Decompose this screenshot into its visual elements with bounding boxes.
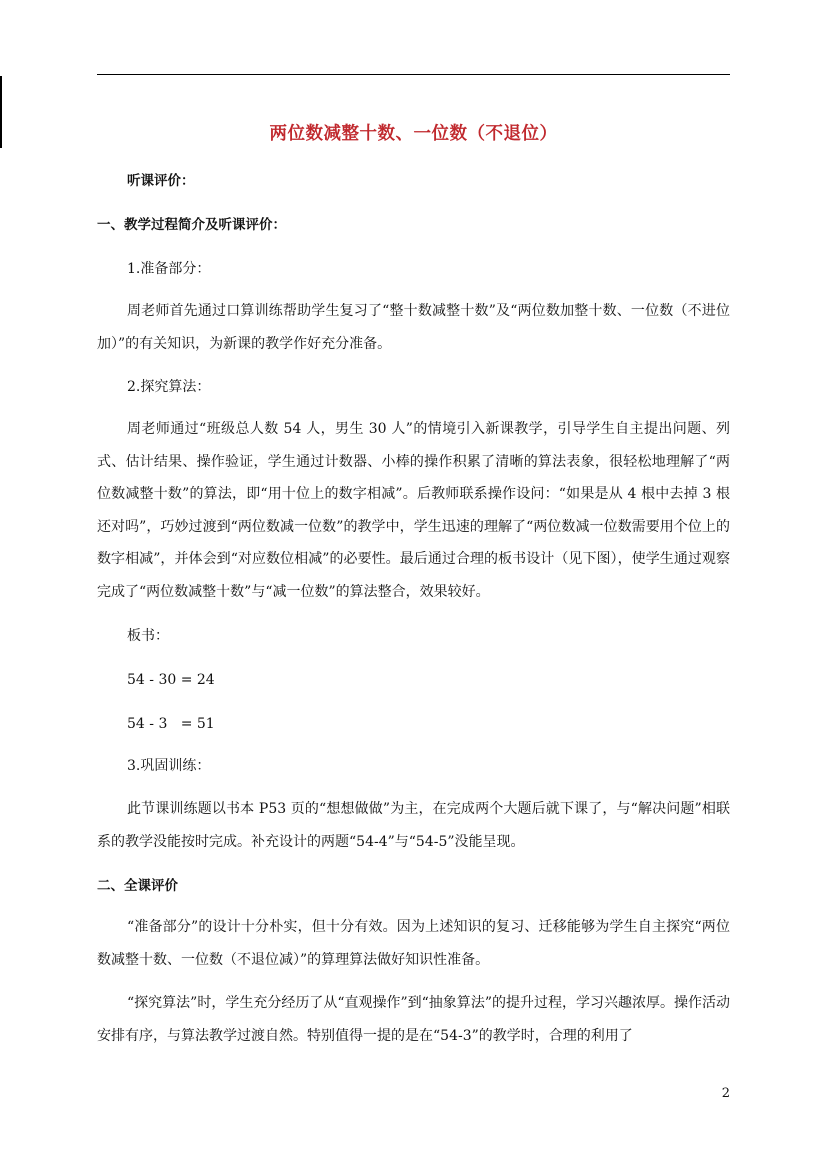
- heading-listen: 听课评价：: [127, 173, 195, 189]
- margin-mark: [0, 76, 2, 148]
- subheading-practice: 3.巩固训练：: [127, 758, 211, 774]
- paragraph-explore: 周老师通过“班级总人数 54 人，男生 30 人”的情境引入新课教学，引导学生自主提出问题、列式、估计结果、操作验证，学生通过计数器、小棒的操作积累了清晰的算法表象，很轻松地理解了“两位数减整十数”的算法，即“用十位上的数字相减”。后教师联系操作设问：“如果是从 4 根中去掉 3 根还对吗”，巧妙过渡到“两位数减一位数”的教学中，学生迅速的理解了“两位数减一位数需要用个位上的数字相减”，并体会到“对应数位相减”的必要性。最后通过合理的板书设计（见下图），使学生通过观察完成了“两位数减整十数”与“减一位数”的算法整合，效果较好。: [97, 421, 730, 600]
- paragraph-evaluation-2: “探究算法”时，学生充分经历了从“直观操作”到“抽象算法”的提升过程，学习兴趣浓厚。操作活动安排有序，与算法教学过渡自然。特别值得一提的是在“54-3”的教学时，合理的利用了: [97, 995, 730, 1044]
- board-equation-2: 54 - 3 = 51: [127, 716, 215, 732]
- document-title: 两位数减整十数、一位数（不退位）: [269, 124, 558, 144]
- section2-heading: 二、全课评价: [97, 878, 178, 894]
- page-number: 2: [721, 1086, 730, 1101]
- subheading-preparation: 1.准备部分：: [127, 261, 211, 277]
- paragraph-preparation: 周老师首先通过口算训练帮助学生复习了“整十数减整十数”及“两位数加整十数、一位数（不进位加）”的有关知识，为新课的教学作好充分准备。: [97, 303, 730, 352]
- board-label: 板书：: [127, 628, 169, 644]
- board-equation-1: 54 - 30 = 24: [127, 672, 215, 688]
- paragraph-practice: 此节课训练题以书本 P53 页的“想想做做”为主，在完成两个大题后就下课了，与“解决问题”相联系的教学没能按时完成。补充设计的两题“54-4”与“54-5”没能呈现。: [97, 801, 730, 850]
- header-rule: [97, 74, 730, 75]
- paragraph-evaluation-1: “准备部分”的设计十分朴实，但十分有效。因为上述知识的复习、迁移能够为学生自主探究“两位数减整十数、一位数（不退位减）”的算理算法做好知识性准备。: [97, 919, 730, 968]
- subheading-explore: 2.探究算法：: [127, 379, 211, 395]
- section1-heading: 一、教学过程简介及听课评价：: [97, 217, 286, 233]
